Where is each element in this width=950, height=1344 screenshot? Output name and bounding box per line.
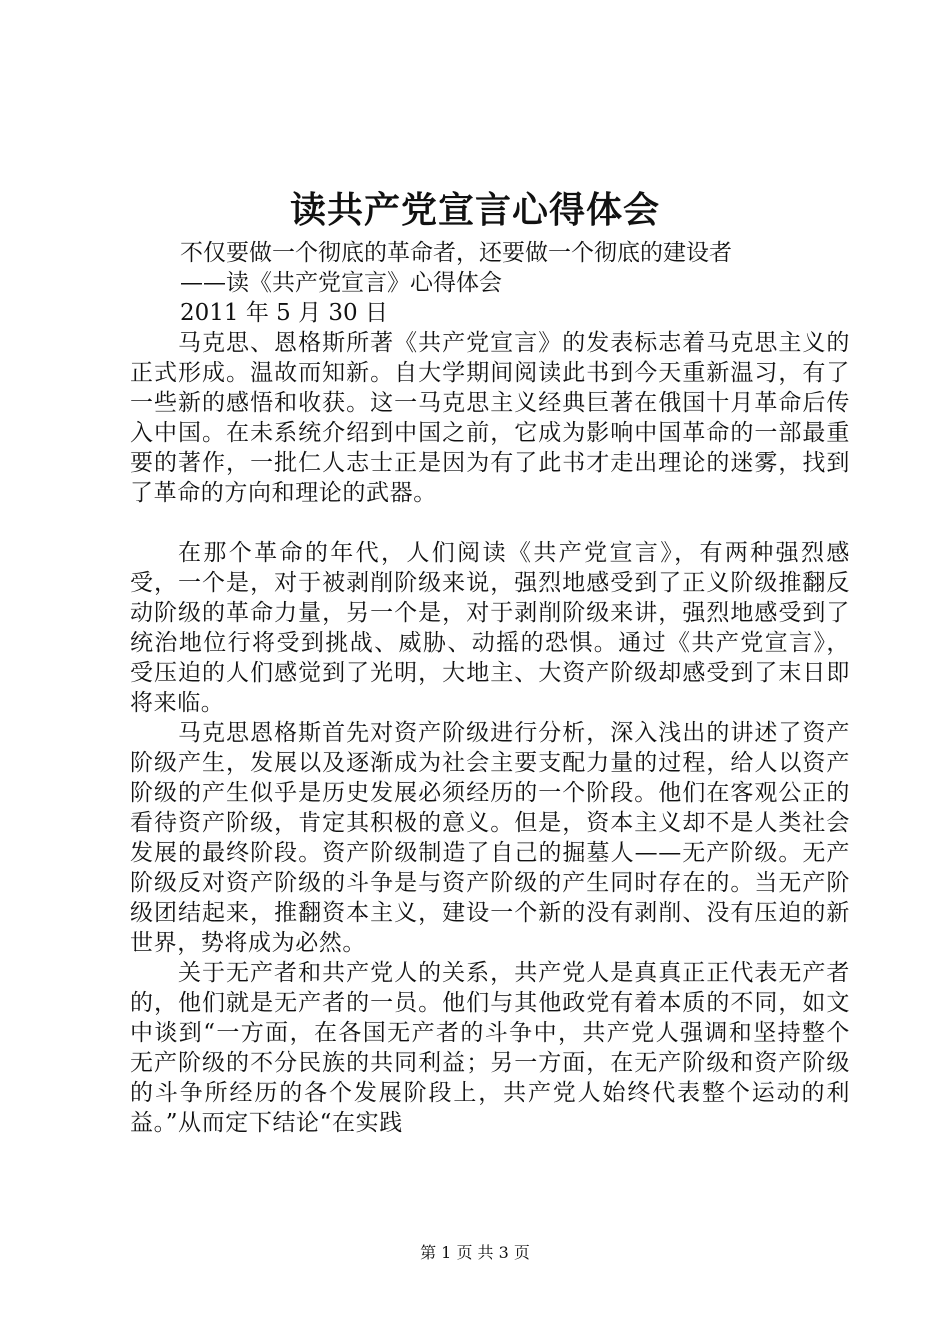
body-paragraph: 马克思、恩格斯所著《共产党宣言》的发表标志着马克思主义的正式形成。温故而知新。自大学期间阅读此书到今天重新温习，有了一些新的感悟和收获。这一马克思主义经典巨著在俄国十月革命后传入中国。在未系统介绍到中国之前，它成为影响中国革命的一部最重要的著作，一批仁人志士正是因为有了此书才走出理论的迷雾，找到了革命的方向和理论的武器。 — [130, 330, 850, 506]
document-subtitle: 不仅要做一个彻底的革命者，还要做一个彻底的建设者 — [180, 240, 732, 266]
paragraph-spacer — [130, 508, 850, 538]
document-date: 2011 年 5 月 30 日 — [180, 300, 388, 326]
page-footer: 第 1 页 共 3 页 — [420, 1243, 530, 1262]
body-paragraph: 关于无产者和共产党人的关系，共产党人是真真正正代表无产者的，他们就是无产者的一员。他们与其他政党有着本质的不同，如文中谈到“一方面，在各国无产者的斗争中，共产党人强调和坚持整个无产阶级的不分民族的共同利益；另一方面，在无产阶级和资产阶级的斗争所经历的各个发展阶段上，共产党人始终代表整个运动的利益。”从而定下结论“在实践 — [130, 960, 850, 1136]
body-paragraph: 在那个革命的年代，人们阅读《共产党宣言》，有两种强烈感受，一个是，对于被剥削阶级来说，强烈地感受到了正义阶级推翻反动阶级的革命力量，另一个是，对于剥削阶级来讲，强烈地感受到了统治地位行将受到挑战、威胁、动摇的恐惧。通过《共产党宣言》，受压迫的人们感觉到了光明，大地主、大资产阶级却感受到了末日即将来临。 — [130, 540, 850, 716]
body-paragraph: 马克思恩格斯首先对资产阶级进行分析，深入浅出的讲述了资产阶级产生，发展以及逐渐成为社会主要支配力量的过程，给人以资产阶级的产生似乎是历史发展必须经历的一个阶段。他们在客观公正的看待资产阶级，肯定其积极的意义。但是，资本主义却不是人类社会发展的最终阶段。资产阶级制造了自己的掘墓人——无产阶级。无产阶级反对资产阶级的斗争是与资产阶级的产生同时存在的。当无产阶级团结起来，推翻资本主义，建设一个新的没有剥削、没有压迫的新世界，势将成为必然。 — [130, 720, 850, 956]
document-body — [130, 328, 850, 1138]
document-title: 读共产党宣言心得体会 — [289, 189, 660, 231]
document-subtitle-secondary: ——读《共产党宣言》心得体会 — [180, 270, 502, 296]
